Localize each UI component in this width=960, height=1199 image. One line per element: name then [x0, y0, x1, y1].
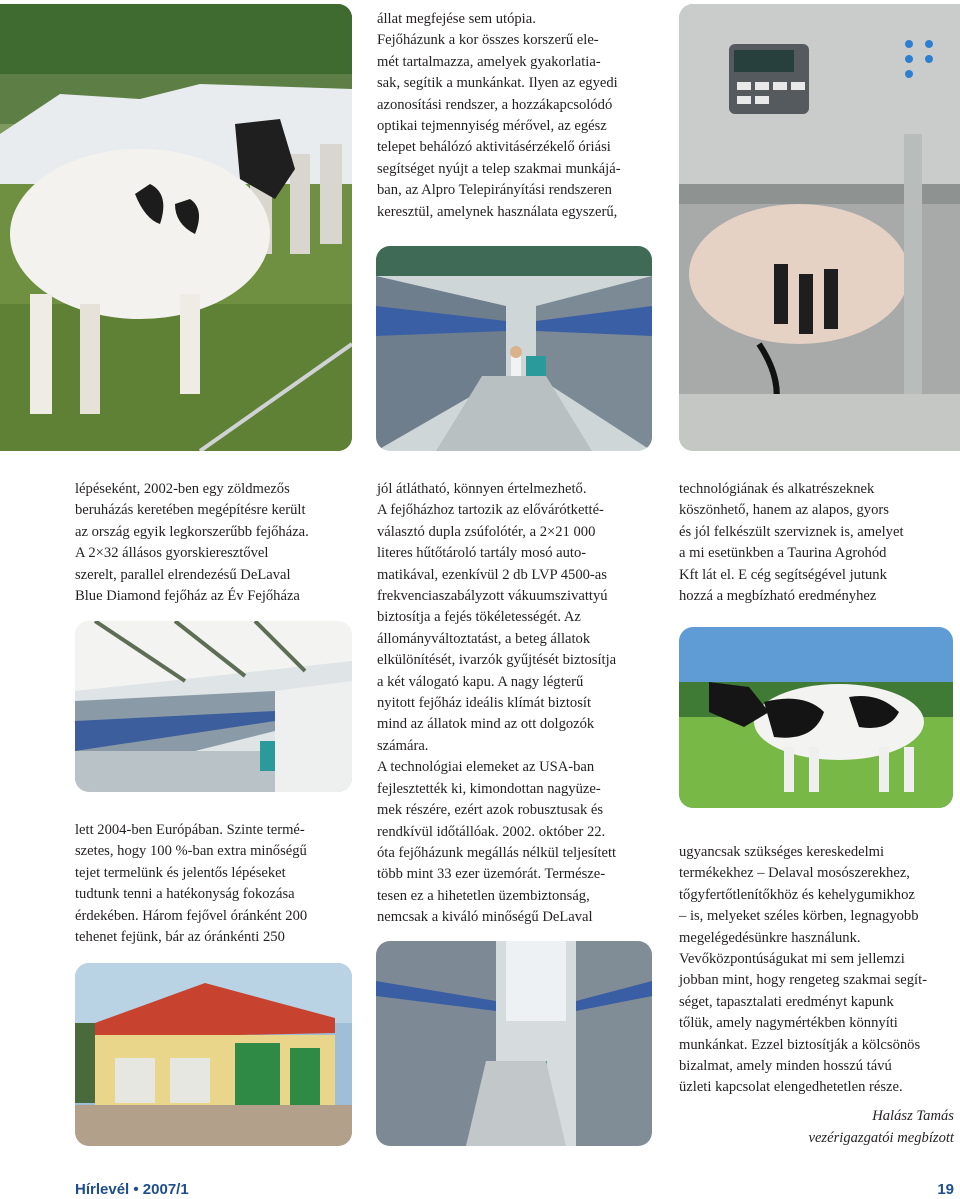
photo-cow-exhibition: [0, 4, 352, 451]
photo-milking-cluster: [679, 4, 960, 451]
footer-publication: Hírlevél • 2007/1: [75, 1181, 189, 1198]
photo-milking-parlour-wide: [75, 621, 352, 792]
body-text-col1-top: lépéseként, 2002-ben egy zöldmezős beruházás keretében megépítésre került az ország egyik legkorszerűbb fejőháza. A 2×32 állásos gyorskieresztővel szerelt, parallel elrendezésű DeLaval Blue Diamond fejőház az Év Fejőháza: [75, 481, 309, 605]
body-text-col3-top: technológiának és alkatrészeknek köszönhető, hanem az alapos, gyors és jól felkészült szerviznek is, amelyet a mi esetünkben a Taurina Agrohód Kft lát el. E cég segítségével jutunk hozzá a megbízható eredményhez: [679, 481, 904, 605]
photo-parlour-robot: [376, 941, 652, 1146]
body-text-col1-bottom: lett 2004-ben Európában. Szinte termé- szetes, hogy 100 %-ban extra minőségű tejet termelünk és jelentős lépéseket tudtunk tenni a hatékonyság fokozása érdekében. Három fejővel óránként 200 tehenet fejünk, bár az óránkénti 250: [75, 822, 308, 946]
body-text-col2-mid: jól átlátható, könnyen értelmezhető. A fejőházhoz tartozik az elővárótketté- választó dupla zsúfolótér, a 2×21 000 literes hűtőtároló tartály mosó auto- matikával, ezenkívül 2 db LVP 4500-as frekvenciaszabályzott vákuumszivattyú biztosítja a fejés tökéletességét. Az állományváltoztatást, a beteg állatok elkülönítését, ivarzók gyűjtését biztosítja a két válogató kapu. A nagy légterű nyitott fejőház ideális klímát biztosít mind az állatok mind az ott dolgozók számára. A technológiai elemeket az USA-ban fejlesztették ki, kimondottan nagyüze- mek részére, ezért azok robusztusak és rendkívül időtállóak. 2002. október 22. óta fejőházunk megállás nélkül teljesített több mint 33 ezer üzemórát. Természe- tesen ez a hihetetlen üzembiztonság, nemcsak a kiváló minőségű DeLaval: [377, 481, 617, 926]
signature-role: vezérigazgatói megbízott: [808, 1130, 954, 1146]
body-text-col3-bottom: ugyancsak szükséges kereskedelmi termékekhez – Delaval mosószerekhez, tőgyfertőtlenítőkhöz és kehelygumikhoz – is, melyeket széles körben, legnagyobb megelégedésünkre használunk. Vevőközpontúságukat mi sem jellemzi jobban mint, hogy rengeteg szakmai segít- séget, tapasztalati eredményt kapunk tőlük, amely nagymértékben könnyíti munkánkat. Ezzel biztosítják a kölcsönös bizalmat, amely minden hosszú távú üzleti kapcsolat elengedhetetlen része.: [679, 844, 928, 1096]
photo-holstein-cow: [679, 627, 953, 808]
photo-parlour-worker: [376, 246, 652, 451]
page-number: 19: [937, 1181, 954, 1198]
signature-name: Halász Tamás: [872, 1108, 954, 1124]
photo-parlour-building: [75, 963, 352, 1146]
body-text-col2-top: állat megfejése sem utópia. Fejőházunk a kor összes korszerű ele- mét tartalmazza, amelyek gyakorlatia- sak, segítik a munkánkat. Ilyen az egyedi azonosítási rendszer, a hozzákapcsolódó optikai tejmennyiség mérővel, az egész telepet behálózó aktivitásérzékelő óriási segítséget nyújt a telep szakmai munkájá- ban, az Alpro Telepirányítási rendszeren keresztül, amelynek használata egyszerű,: [377, 11, 621, 220]
